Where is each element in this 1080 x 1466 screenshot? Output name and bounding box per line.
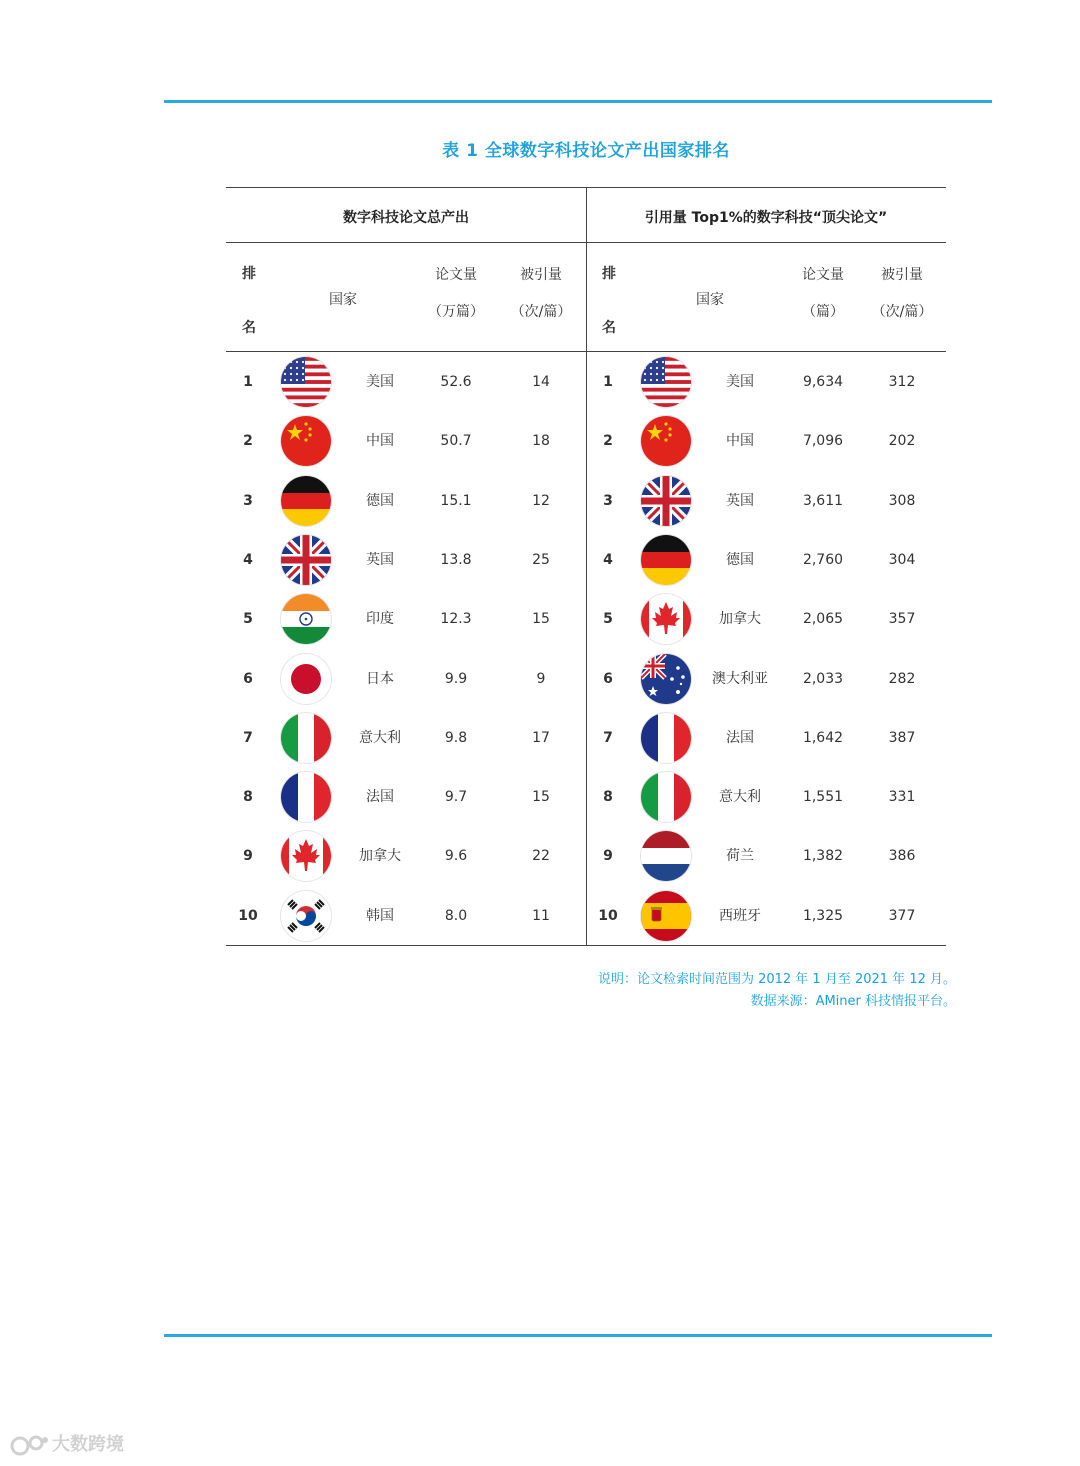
right-table-row: [226, 412, 946, 471]
rank-cell: 9: [243, 848, 253, 865]
papers-cell: 50.7: [440, 433, 472, 450]
left-cites-unit: （次/篇）: [510, 304, 572, 320]
papers-cell: 2,033: [802, 670, 844, 687]
rank-cell: 1: [603, 374, 613, 390]
country-cell: 美国: [366, 374, 394, 390]
country-cell: 德国: [726, 551, 754, 568]
country-cell: 荷兰: [726, 848, 754, 865]
cites-cell: 12: [532, 492, 550, 509]
papers-cell: 9.9: [444, 670, 468, 687]
rank-cell: 8: [243, 789, 253, 806]
papers-cell: 1,551: [802, 789, 844, 806]
flag-us-icon: [641, 357, 691, 407]
right-papers-unit: （篇）: [802, 304, 844, 320]
left-rank-header-bottom: 名: [242, 320, 256, 336]
papers-cell: 9.7: [444, 789, 468, 806]
country-cell: 日本: [366, 670, 394, 687]
left-rank-header-top: 排: [242, 266, 256, 282]
country-cell: 印度: [366, 611, 394, 628]
papers-cell: 1,642: [802, 729, 844, 746]
cites-cell: 9: [536, 670, 546, 687]
country-cell: 法国: [366, 789, 394, 806]
cites-cell: 308: [888, 492, 916, 509]
right-country-header: 国家: [696, 292, 724, 308]
rank-cell: 4: [243, 551, 253, 568]
cites-cell: 22: [532, 848, 550, 865]
right-cites-header: 被引量: [881, 267, 923, 283]
country-cell: 韩国: [366, 907, 394, 924]
left-papers-unit: （万篇）: [428, 304, 484, 320]
rank-cell: 6: [243, 670, 253, 687]
papers-cell: 9.8: [444, 729, 468, 746]
watermark-text: 大数跨境: [52, 1434, 124, 1455]
note-time-range: 说明：论文检索时间范围为 2012 年 1 月至 2021 年 12 月。: [597, 972, 956, 987]
right-rank-header-top: 排: [602, 266, 616, 282]
country-cell: 英国: [366, 551, 394, 568]
rank-cell: 5: [603, 611, 613, 628]
cites-cell: 25: [532, 551, 550, 568]
rank-cell: 5: [243, 611, 253, 628]
group-header-total-output: 数字科技论文总产出: [343, 210, 469, 226]
cites-cell: 15: [532, 611, 550, 628]
cites-cell: 15: [532, 789, 550, 806]
rank-cell: 7: [603, 729, 613, 746]
rank-cell: 9: [603, 848, 613, 865]
cites-cell: 357: [888, 611, 916, 628]
right-table-row: [226, 827, 946, 886]
bottom-rule: [164, 1334, 992, 1337]
right-rank-header-bottom: 名: [602, 320, 616, 336]
flag-cn-icon: [641, 416, 691, 466]
left-cites-header: 被引量: [520, 267, 562, 283]
right-table-row: [226, 531, 946, 590]
cites-cell: 14: [532, 374, 550, 390]
rank-cell: 3: [603, 492, 613, 509]
papers-cell: 1,325: [802, 907, 844, 924]
cites-cell: 304: [888, 551, 916, 568]
country-cell: 法国: [726, 729, 754, 746]
right-papers-header: 论文量: [802, 267, 844, 283]
country-cell: 美国: [726, 374, 754, 390]
note-data-source: 数据来源：AMiner 科技情报平台。: [750, 994, 956, 1009]
country-cell: 西班牙: [719, 907, 761, 924]
cites-cell: 282: [888, 670, 916, 687]
rank-cell: 3: [243, 492, 253, 509]
ranking-table: [226, 187, 946, 946]
rank-cell: 10: [238, 907, 258, 924]
flag-fr-icon: [641, 713, 691, 763]
country-cell: 加拿大: [719, 611, 761, 628]
right-table-row: [226, 472, 946, 531]
country-cell: 中国: [726, 433, 754, 450]
cites-cell: 11: [532, 907, 550, 924]
flag-ca-icon: [641, 594, 691, 644]
country-cell: 意大利: [719, 789, 761, 806]
rank-cell: 1: [243, 374, 253, 390]
flag-es-icon: [641, 891, 691, 941]
papers-cell: 12.3: [440, 611, 472, 628]
flag-gb-icon: [641, 476, 691, 526]
flag-au-icon: [641, 654, 691, 704]
right-table-row: [226, 353, 946, 412]
papers-cell: 9,634: [802, 374, 844, 390]
rank-cell: 6: [603, 670, 613, 687]
papers-cell: 3,611: [802, 492, 844, 509]
right-table-row: [226, 887, 946, 946]
cites-cell: 17: [532, 729, 550, 746]
top-rule: [164, 100, 992, 103]
papers-cell: 15.1: [440, 492, 472, 509]
right-table-row: [226, 590, 946, 649]
papers-cell: 52.6: [440, 374, 472, 390]
table-title: 表 1 全球数字科技论文产出国家排名: [442, 141, 730, 161]
cites-cell: 386: [888, 848, 916, 865]
left-country-header: 国家: [329, 292, 357, 308]
rank-cell: 8: [603, 789, 613, 806]
flag-nl-icon: [641, 831, 691, 881]
cites-cell: 202: [888, 433, 916, 450]
watermark: [10, 1430, 124, 1456]
cites-cell: 18: [532, 433, 550, 450]
country-cell: 英国: [726, 492, 754, 509]
group-header-top-papers: 引用量 Top1%的数字科技“顶尖论文”: [644, 210, 888, 226]
right-table-row: [226, 709, 946, 768]
papers-cell: 13.8: [440, 551, 472, 568]
papers-cell: 1,382: [802, 848, 844, 865]
rank-cell: 4: [603, 551, 613, 568]
cites-cell: 331: [888, 789, 916, 806]
watermark-logo-icon: [10, 1434, 50, 1456]
country-cell: 加拿大: [359, 848, 401, 865]
papers-cell: 8.0: [444, 907, 468, 924]
flag-it-icon: [641, 772, 691, 822]
country-cell: 中国: [366, 433, 394, 450]
rank-cell: 7: [243, 729, 253, 746]
cites-cell: 312: [888, 374, 916, 390]
right-table-row: [226, 768, 946, 827]
cites-cell: 387: [888, 729, 916, 746]
papers-cell: 2,065: [802, 611, 844, 628]
right-table-row: [226, 650, 946, 709]
rank-cell: 10: [598, 907, 618, 924]
papers-cell: 7,096: [802, 433, 844, 450]
flag-de-icon: [641, 535, 691, 585]
cites-cell: 377: [888, 907, 916, 924]
papers-cell: 9.6: [444, 848, 468, 865]
papers-cell: 2,760: [802, 551, 844, 568]
country-cell: 澳大利亚: [712, 670, 768, 687]
rank-cell: 2: [603, 433, 613, 450]
rank-cell: 2: [243, 433, 253, 450]
left-papers-header: 论文量: [435, 267, 477, 283]
country-cell: 意大利: [359, 729, 401, 746]
country-cell: 德国: [366, 492, 394, 509]
right-cites-unit: （次/篇）: [871, 304, 933, 320]
